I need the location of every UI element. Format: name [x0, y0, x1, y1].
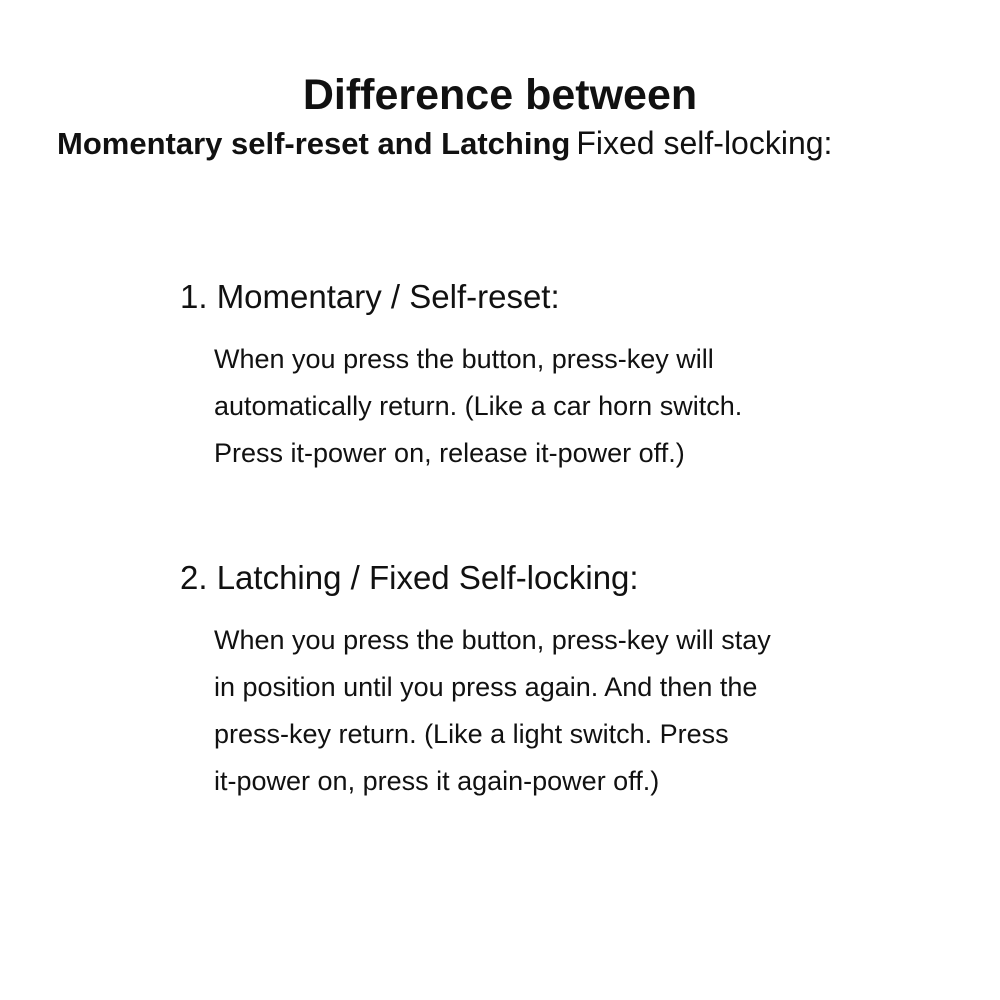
section-momentary — [180, 276, 960, 477]
page-subtitle — [57, 123, 997, 170]
body-line: When you press the button, press-key will stay — [214, 625, 771, 655]
section-heading: 2. Latching / Fixed Self-locking: — [180, 559, 639, 596]
page-title: Difference between — [302, 71, 698, 119]
section-heading: 1. Momentary / Self-reset: — [180, 278, 560, 315]
subtitle-regular-part: Fixed self-locking: — [576, 125, 833, 161]
body-line: automatically return. (Like a car horn switch. — [214, 391, 743, 421]
section-body — [214, 617, 960, 805]
body-line: in position until you press again. And then the — [214, 672, 758, 702]
section-latching — [180, 557, 960, 805]
body-line: Press it-power on, release it-power off.) — [214, 438, 685, 468]
body-line: it-power on, press it again-power off.) — [214, 766, 660, 796]
body-line: When you press the button, press-key will — [214, 344, 714, 374]
section-body — [214, 336, 960, 477]
subtitle-bold-part: Momentary self-reset and Latching — [57, 126, 571, 161]
body-line: press-key return. (Like a light switch. Press — [214, 719, 729, 749]
